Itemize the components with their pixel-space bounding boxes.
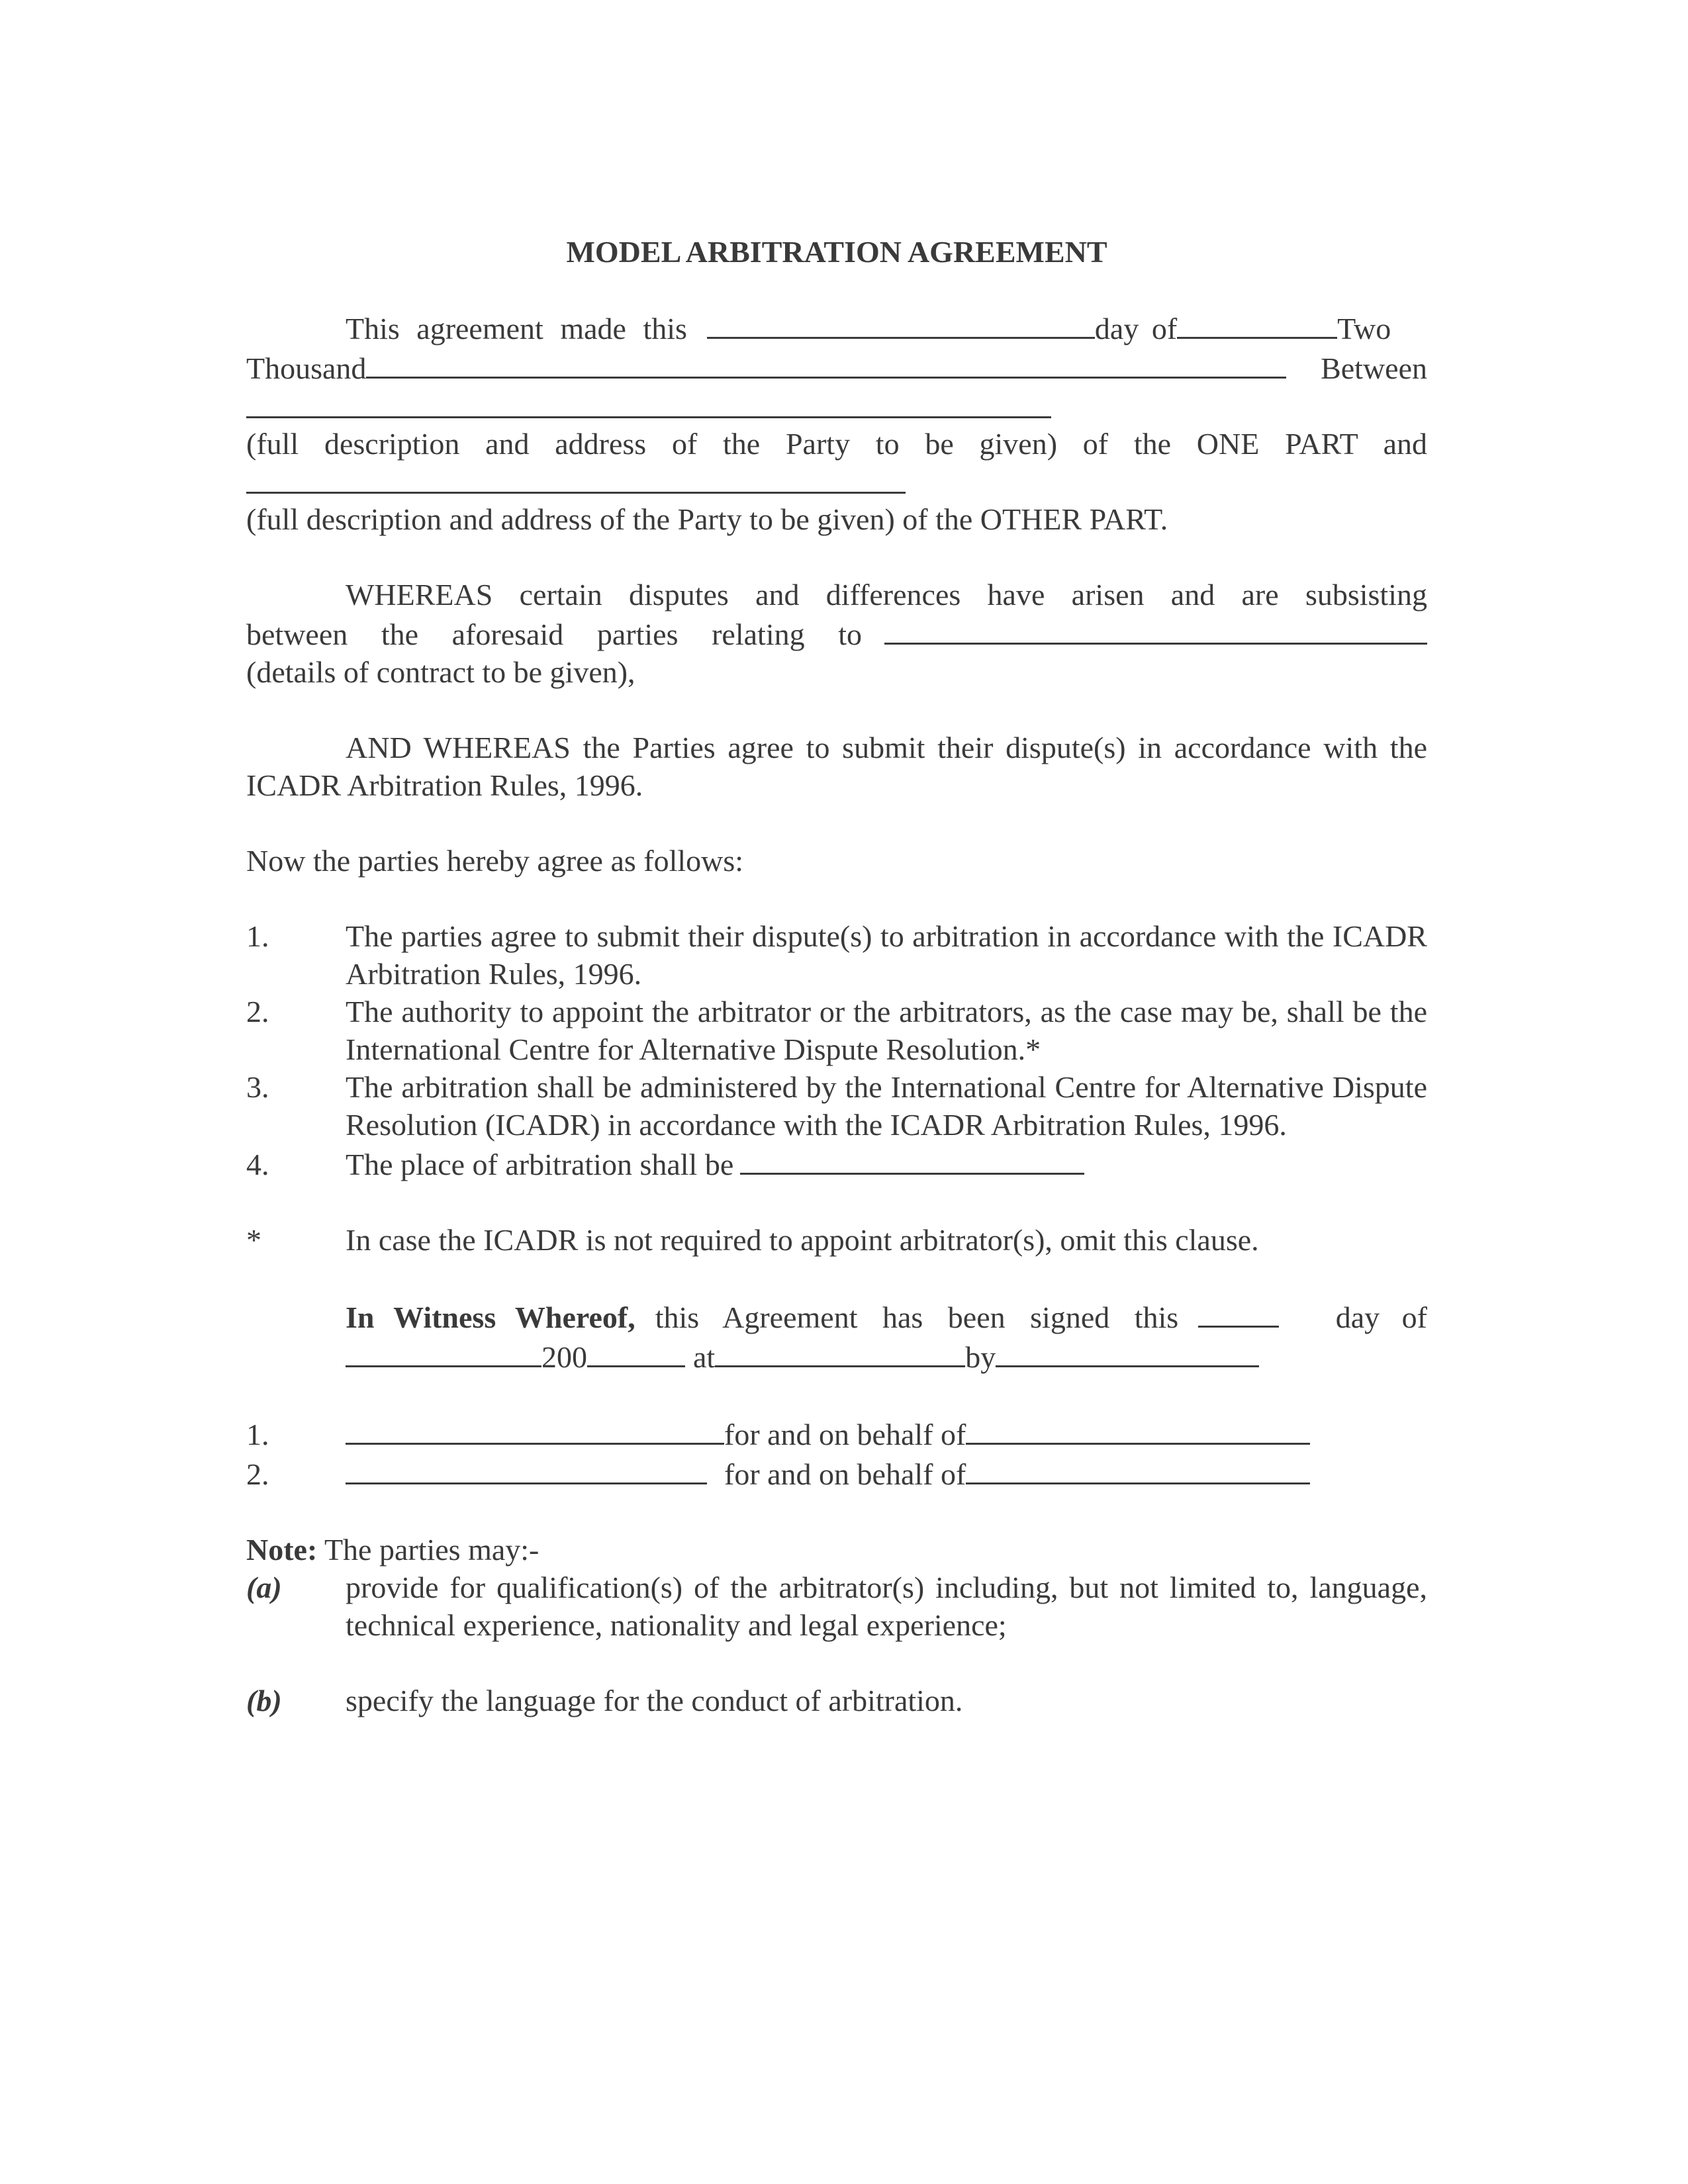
intro-line-2: [246, 347, 1427, 387]
intro-between: Between: [1321, 351, 1427, 385]
signature-blank[interactable]: [346, 1414, 724, 1445]
clause-number: 1.: [246, 919, 269, 953]
witness-by-blank[interactable]: [996, 1336, 1259, 1367]
intro-two: Two: [1337, 312, 1391, 345]
footnote-text: In case the ICADR is not required to appoint arbitrator(s), omit this clause.: [346, 1223, 1259, 1257]
clause-1: [246, 917, 1427, 993]
witness-year-blank[interactable]: [587, 1336, 685, 1367]
signature-text: for and on behalf of: [724, 1418, 966, 1451]
party-other-description: (full description and address of the Party to be given) of the OTHER PART.: [246, 502, 1168, 536]
note-item-text: specify the language for the conduct of arbitration.: [346, 1684, 963, 1717]
party-other-line: [246, 463, 1427, 500]
witness-day-of: day of: [1335, 1300, 1427, 1334]
signature-2: [246, 1453, 1427, 1493]
note-item-a: [246, 1569, 1427, 1644]
witness-place-blank[interactable]: [715, 1336, 965, 1367]
note-item-mark: (b): [246, 1684, 282, 1717]
behalf-blank[interactable]: [966, 1453, 1310, 1484]
clause-text: The arbitration shall be administered by the International Centre for Alternative Dispute Resolution (ICADR) in accordance with the ICADR Arbitration Rules, 1996.: [346, 1070, 1427, 1142]
signature-number: 1.: [246, 1418, 269, 1451]
behalf-blank[interactable]: [966, 1414, 1310, 1445]
party-other-blank[interactable]: [246, 463, 906, 494]
witness-line-2: [246, 1336, 1427, 1376]
party-one-description: (full description and address of the Party to be given) of the ONE PART and: [246, 427, 1427, 461]
party-one-line: [246, 387, 1427, 425]
note-item-text: provide for qualification(s) of the arbitrator(s) including, but not limited to, language, technical experience, nationality and legal experience;: [346, 1570, 1427, 1642]
clause-text: The parties agree to submit their dispute(s) to arbitration in accordance with the ICADR Arbitration Rules, 1996.: [346, 919, 1427, 991]
and-whereas-paragraph: AND WHEREAS the Parties agree to submit their dispute(s) in accordance with the ICADR Arbitration Rules, 1996.: [246, 731, 1427, 802]
witness-month-blank[interactable]: [346, 1336, 541, 1367]
footnote: [246, 1221, 1427, 1259]
note-line: [246, 1531, 1427, 1569]
clause-3: [246, 1068, 1427, 1144]
witness-line-1: [246, 1297, 1427, 1336]
place-blank[interactable]: [740, 1144, 1084, 1175]
intro-paragraph: [246, 308, 1427, 347]
whereas-relating: between the aforesaid parties relating to: [246, 617, 862, 651]
witness-day-blank[interactable]: [1198, 1297, 1279, 1328]
note-item-b: [246, 1682, 1427, 1719]
clause-4: [246, 1144, 1427, 1183]
party-one-blank[interactable]: [246, 387, 1051, 418]
witness-heading: In Witness Whereof,: [346, 1300, 635, 1334]
contract-blank[interactable]: [884, 614, 1427, 645]
witness-text: this Agreement has been signed this: [655, 1300, 1179, 1334]
clause-text: The place of arbitration shall be: [346, 1148, 734, 1181]
whereas-line-1: WHEREAS certain disputes and differences have arisen and are subsisting: [346, 578, 1427, 612]
intro-day-of: day of: [1094, 312, 1178, 345]
signature-blank[interactable]: [346, 1453, 707, 1484]
note-text: The parties may:-: [324, 1533, 539, 1567]
whereas-line-2: [246, 614, 1427, 653]
clause-number: 3.: [246, 1070, 269, 1104]
note-label: Note:: [246, 1533, 318, 1567]
signature-number: 2.: [246, 1457, 269, 1491]
document-title: MODEL ARBITRATION AGREEMENT: [566, 235, 1107, 269]
clause-number: 4.: [246, 1148, 269, 1181]
signature-1: [246, 1414, 1427, 1453]
now-paragraph: Now the parties hereby agree as follows:: [246, 844, 744, 878]
witness-at: at: [693, 1340, 716, 1374]
intro-text: This agreement made this: [346, 312, 687, 345]
footnote-mark: *: [246, 1223, 261, 1257]
year-blank[interactable]: [366, 347, 1286, 379]
clause-2: [246, 993, 1427, 1068]
clause-number: 2.: [246, 995, 269, 1028]
witness-year: 200: [541, 1340, 587, 1374]
signature-text: for and on behalf of: [724, 1457, 966, 1491]
note-item-mark: (a): [246, 1570, 282, 1604]
clause-text: The authority to appoint the arbitrator or the arbitrators, as the case may be, shall be the International Centre for Alternative Dispute Resolution.*: [346, 995, 1427, 1066]
witness-by: by: [965, 1340, 996, 1374]
month-blank[interactable]: [1177, 308, 1337, 339]
document-page: [246, 233, 1427, 1719]
date-blank[interactable]: [707, 308, 1095, 339]
whereas-line-3: (details of contract to be given),: [246, 655, 635, 689]
intro-thousand: Thousand: [246, 351, 367, 385]
